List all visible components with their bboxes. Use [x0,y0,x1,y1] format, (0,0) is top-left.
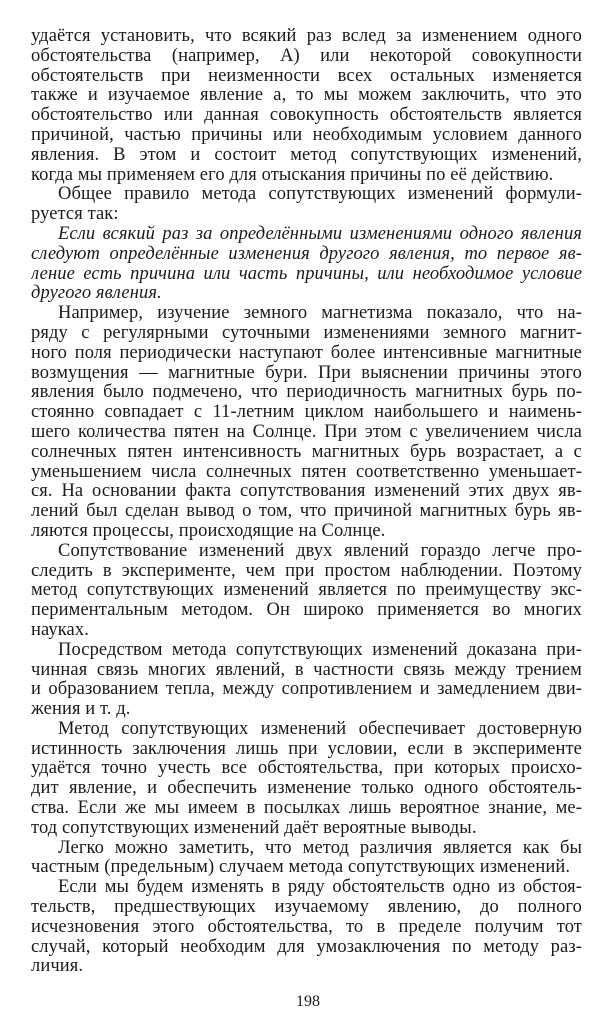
text-line: также и изучаемое явление a, то мы можем заключить, что это [31,86,582,106]
text-line: лений был сделан вывод о том, что причиной магнитных бурь яв- [31,502,582,522]
text-line: Например, изучение земного магнетизма показало, что на- [58,304,582,324]
text-line: ства. Если же мы имеем в посылках лишь вероятное знание, ме- [31,799,582,819]
text-line: Если всякий раз за определёнными изменениями одного явления [58,224,582,244]
text-line: другого явления. [31,284,162,304]
text-line: ряду с регулярными суточными изменениями земного магнит- [31,323,582,343]
text-line: когда мы применяем его для отыскания причины по её действию. [31,165,554,185]
text-line: возмущения — магнитные бури. При выяснении причины этого [31,363,582,383]
paragraph [31,185,582,225]
text-line: уменьшением числа солнечных пятен соответственно уменьшает- [31,462,582,482]
text-line: истинность заключения лишь при условии, если в эксперименте [31,739,582,759]
page-body [31,27,582,977]
text-line: ляются процессы, происходящие на Солнце. [31,521,386,541]
paragraph [31,720,582,839]
text-line: тельств, предшествующих изучаемому явлению, до полного [31,898,582,918]
text-line: и образованием тепла, между сопротивлением и замедлением дви- [31,680,582,700]
paragraph [31,542,582,641]
text-line: удаётся установить, что всякий раз вслед за изменением одного [31,27,582,46]
text-line: случай, который необходим для умозаключения по методу раз- [31,937,582,957]
text-line: Метод сопутствующих изменений обеспечивает достоверную [58,719,582,739]
text-line: обстоятельство или данная совокупность обстоятельств является [31,106,582,126]
text-line: ление есть причина или часть причины, или необходимое условие [31,264,582,284]
text-line: явления. В этом и состоит метод сопутствующих изменений, [31,145,582,165]
text-line: шего количества пятен на Солнце. При этом с увеличением числа [31,422,582,442]
text-line: удаётся точно учесть все обстоятельства, при которых происхо- [31,759,582,779]
text-line: науках. [31,620,89,640]
text-line: солнечных пятен интенсивность магнитных бурь возрастает, а с [31,442,582,462]
text-line: Сопутствование изменений двух явлений гораздо легче про- [58,541,582,561]
text-line: чинная связь многих явлений, в частности связь между трением [31,660,582,680]
text-line: ся. На основании факта сопутствования изменений этих двух яв- [31,482,582,502]
text-line: стоянно совпадает с 11-летним циклом наибольшего и наимень- [31,403,582,423]
text-line: частным (предельным) случаем метода сопутствующих изменений. [31,858,571,878]
text-line: Общее правило метода сопутствующих изменений формули- [58,185,582,205]
paragraph [31,878,582,977]
text-line: исчезновения этого обстоятельства, то в пределе получим тот [31,917,582,937]
text-line: следуют определённые изменения другого явления, то первое яв- [31,244,582,264]
text-line: причиной, частью причины или необходимым условием данного [31,125,582,145]
text-line: обстоятельств при неизменности всех остальных изменяется [31,66,582,86]
text-line: личия. [31,957,84,977]
rule-statement-paragraph [31,225,582,304]
text-line: периментальным методом. Он широко применяется во многих [31,601,582,621]
text-line: метод сопутствующих изменений является по преимуществу экс- [31,581,582,601]
page-number: 198 [296,993,320,1010]
paragraph [31,641,582,720]
text-line: явления было подмечено, что периодичность магнитных бурь по- [31,383,582,403]
text-line: руется так: [31,205,119,225]
paragraph [31,304,582,542]
paragraph [31,27,582,185]
text-line: Посредством метода сопутствующих изменений доказана при- [58,640,582,660]
text-line: дит явление, и обеспечить изменение только одного обстоятель- [31,779,582,799]
text-line: тод сопутствующих изменений даёт вероятные выводы. [31,818,477,838]
paragraph [31,839,582,879]
text-line: жения и т. д. [31,700,131,720]
text-line: ного поля периодически наступают более интенсивные магнитные [31,343,582,363]
text-line: следить в эксперименте, чем при простом наблюдении. Поэтому [31,561,582,581]
text-line: Легко можно заметить, что метод различия является как бы [58,838,582,858]
text-line: обстоятельства (например, A) или некоторой совокупности [31,46,582,66]
text-line: Если мы будем изменять в ряду обстоятельств одно из обстоя- [58,878,582,898]
